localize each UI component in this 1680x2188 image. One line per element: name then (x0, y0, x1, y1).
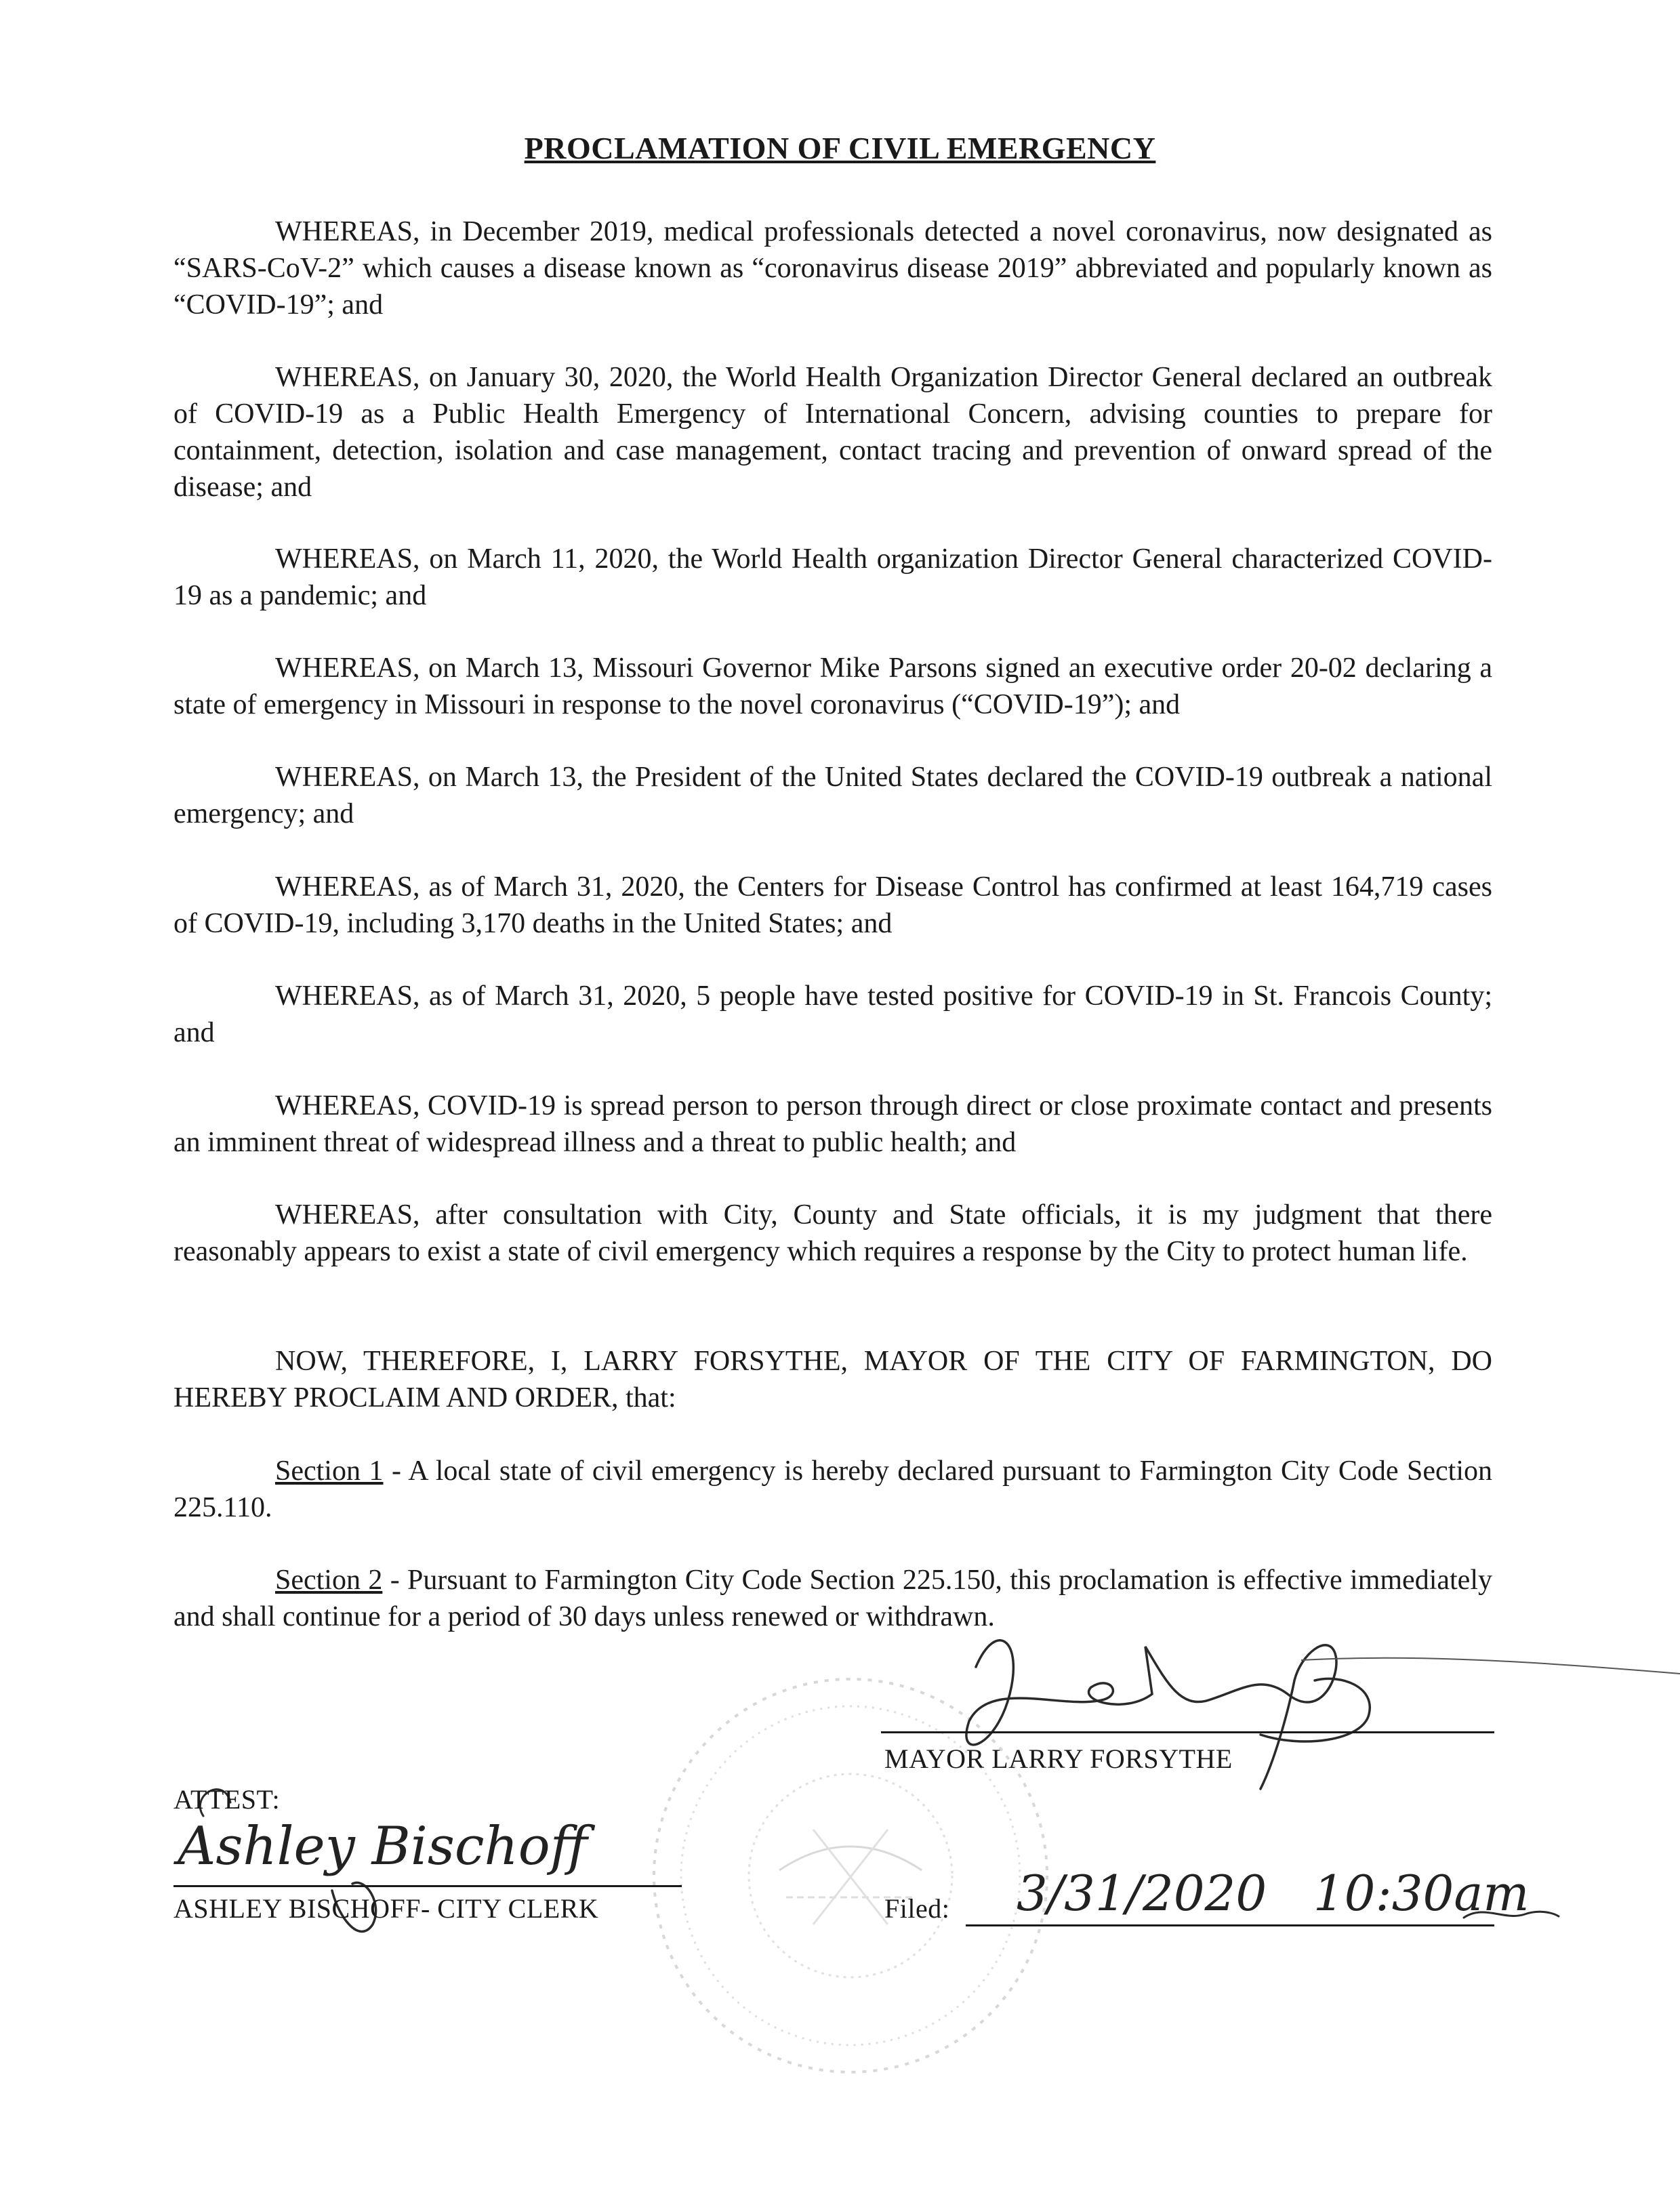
mayor-signature-line (881, 1731, 1494, 1733)
whereas-paragraph-6: WHEREAS, as of March 31, 2020, the Centers for Disease Control has confirmed at least 164,719 cases of COVID-19, including 3,170 deaths in the United States; and (173, 871, 1492, 939)
now-therefore-paragraph: NOW, THEREFORE, I, LARRY FORSYTHE, MAYOR OF THE CITY OF FARMINGTON, DO HEREBY PROCLAIM AND ORDER, that: (173, 1346, 1492, 1413)
section-2-text: - Pursuant to Farmington City Code Section 225.150, this proclamation is effective immediately and shall continue for a period of 30 days unless renewed or withdrawn. (173, 1565, 1492, 1632)
clerk-signature: Ashley Bischoff (178, 1816, 588, 1877)
clerk-signature-line (173, 1885, 682, 1887)
whereas-paragraph-7: WHEREAS, as of March 31, 2020, 5 people have tested positive for COVID-19 in St. Francois County; and (173, 981, 1492, 1048)
whereas-paragraph-8: WHEREAS, COVID-19 is spread person to person through direct or close proximate contact and presents an imminent threat of widespread illness and a threat to public health; and (173, 1090, 1492, 1158)
whereas-paragraph-1: WHEREAS, in December 2019, medical professionals detected a novel coronavirus, now designated as “SARS-CoV-2” which causes a disease known as “coronavirus disease 2019” abbreviated and popularly known as “COVID-19”; and (173, 216, 1492, 321)
filed-line (966, 1924, 1494, 1926)
filed-date-time: 3/31/2020 10:30am (1017, 1865, 1530, 1922)
whereas-paragraph-9: WHEREAS, after consultation with City, County and State officials, it is my judgment that there reasonably appears to exist a state of civil emergency which requires a response by the City to protect human life. (173, 1199, 1492, 1267)
document-title: PROCLAMATION OF CIVIL EMERGENCY (524, 131, 1156, 165)
whereas-paragraph-5: WHEREAS, on March 13, the President of the United States declared the COVID-19 outbreak a national emergency; and (173, 762, 1492, 829)
section-1-text: - A local state of civil emergency is hereby declared pursuant to Farmington City Code Section 225.110. (173, 1456, 1492, 1523)
whereas-paragraph-3: WHEREAS, on March 11, 2020, the World Health organization Director General characterized COVID-19 as a pandemic; and (173, 543, 1492, 611)
whereas-paragraph-2: WHEREAS, on January 30, 2020, the World Health Organization Director General declared an outbreak of COVID-19 as a Public Health Emergency of International Concern, advising counties to prepare for containment, detection, isolation and case management, contact tracing and prevention of onward spread of the disease; and (173, 362, 1492, 503)
section-1-heading: Section 1 (275, 1456, 384, 1487)
clerk-label: ASHLEY BISCHOFF- CITY CLERK (173, 1893, 599, 1924)
section-2-heading: Section 2 (275, 1565, 383, 1596)
attest-label: ATTEST: (173, 1784, 281, 1815)
filed-label: Filed: (884, 1893, 950, 1924)
whereas-paragraph-4: WHEREAS, on March 13, Missouri Governor Mike Parsons signed an executive order 20-02 declaring a state of emergency in Missouri in response to the novel coronavirus (“COVID-19”); and (173, 653, 1492, 720)
mayor-label: MAYOR LARRY FORSYTHE (884, 1743, 1233, 1774)
